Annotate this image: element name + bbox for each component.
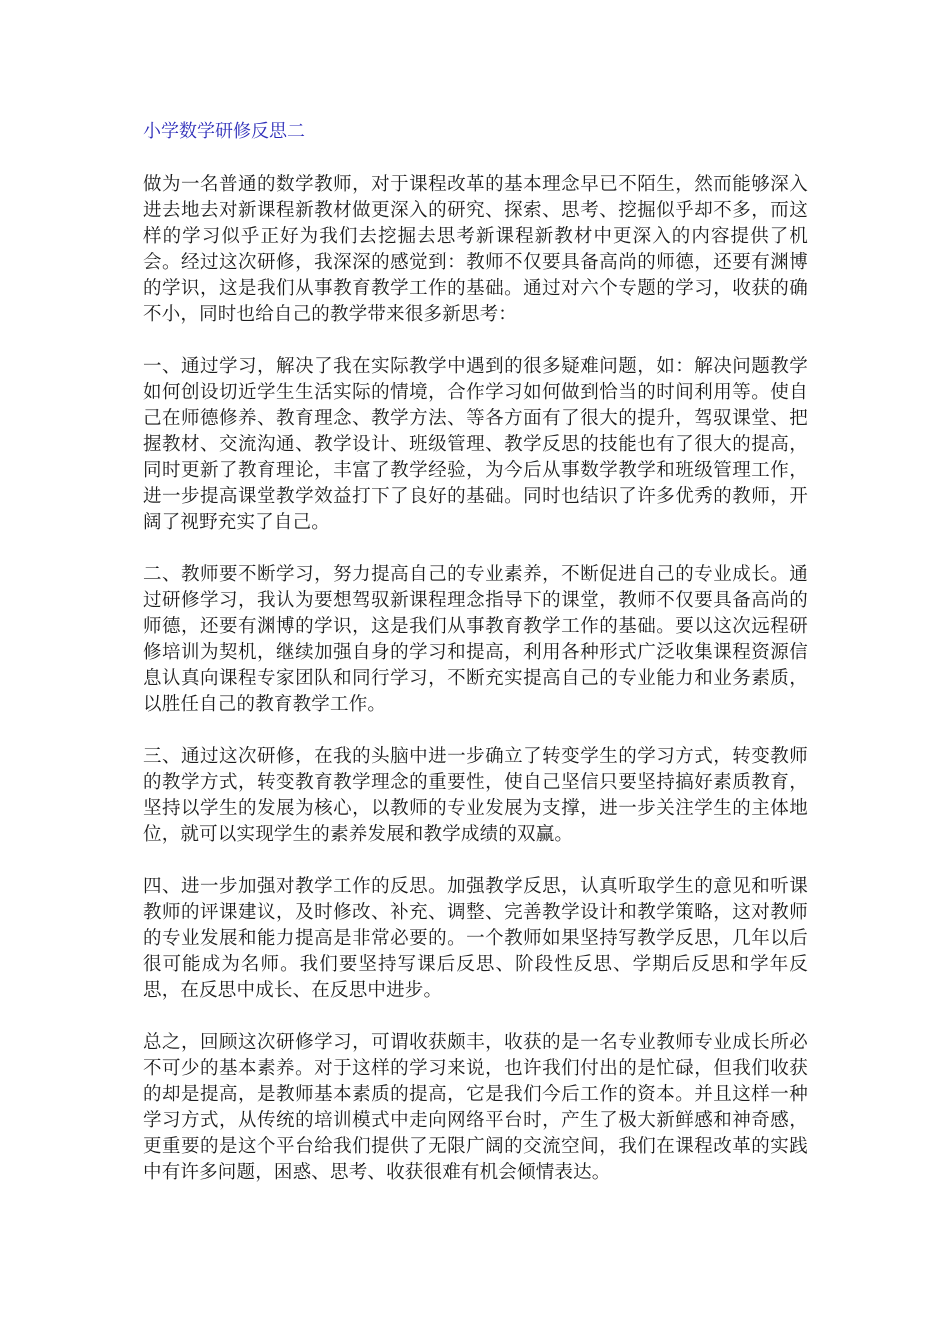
document-title: 小学数学研修反思二 bbox=[143, 121, 305, 142]
paragraph-point-two: 二、教师要不断学习，努力提高自己的专业素养，不断促进自己的专业成长。通过研修学习，我认为要想驾驭新课程理念指导下的课堂，教师不仅要具备高尚的师德，还要有渊博的学识，这是我们从事教育教学工作的基础。要以这次远程研修培训为契机，继续加强自身的学习和提高，利用各种形式广泛收集课程资源信息认真向课程专家团队和同行学习，不断充实提高自己的专业能力和业务素质，以胜任自己的教育教学工作。 bbox=[143, 564, 808, 715]
paragraph-intro: 做为一名普通的数学教师，对于课程改革的基本理念早已不陌生，然而能够深入进去地去对新课程新教材做更深入的研究、探索、思考、挖掘似乎却不多，而这样的学习似乎正好为我们去挖掘去思考新课程新教材中更深入的内容提供了机会。经过这次研修，我深深的感觉到：教师不仅要具备高尚的师德，还要有渊博的学识，这是我们从事教育教学工作的基础。通过对六个专题的学习，收获的确不小，同时也给自己的教学带来很多新思考： bbox=[143, 174, 808, 325]
paragraph-conclusion: 总之，回顾这次研修学习，可谓收获颇丰，收获的是一名专业教师专业成长所必不可少的基本素养。对于这样的学习来说，也许我们付出的是忙碌，但我们收获的却是提高，是教师基本素质的提高，它是我们今后工作的资本。并且这样一种学习方式，从传统的培训模式中走向网络平台时，产生了极大新鲜感和神奇感，更重要的是这个平台给我们提供了无限广阔的交流空间，我们在课程改革的实践中有许多问题，困惑、思考、收获很难有机会倾情表达。 bbox=[143, 1032, 808, 1183]
paragraph-point-four: 四、进一步加强对教学工作的反思。加强教学反思，认真听取学生的意见和听课教师的评课建议，及时修改、补充、调整、完善教学设计和教学策略，这对教师的专业发展和能力提高是非常必要的。一个教师如果坚持写教学反思，几年以后很可能成为名师。我们要坚持写课后反思、阶段性反思、学期后反思和学年反思，在反思中成长、在反思中进步。 bbox=[143, 876, 808, 1001]
paragraph-point-three: 三、通过这次研修，在我的头脑中进一步确立了转变学生的学习方式，转变教师的教学方式，转变教育教学理念的重要性，使自己坚信只要坚持搞好素质教育，坚持以学生的发展为核心，以教师的专业发展为支撑，进一步关注学生的主体地位，就可以实现学生的素养发展和教学成绩的双赢。 bbox=[143, 746, 808, 845]
paragraph-point-one: 一、通过学习，解决了我在实际教学中遇到的很多疑难问题，如：解决问题教学如何创设切近学生生活实际的情境，合作学习如何做到恰当的时间利用等。使自己在师德修养、教育理念、教学方法、等各方面有了很大的提升，驾驭课堂、把握教材、交流沟通、教学设计、班级管理、教学反思的技能也有了很大的提高，同时更新了教育理论，丰富了教学经验，为今后从事数学教学和班级管理工作，进一步提高课堂教学效益打下了良好的基础。同时也结识了许多优秀的教师，开阔了视野充实了自己。 bbox=[143, 356, 808, 533]
document-page bbox=[143, 118, 808, 1212]
